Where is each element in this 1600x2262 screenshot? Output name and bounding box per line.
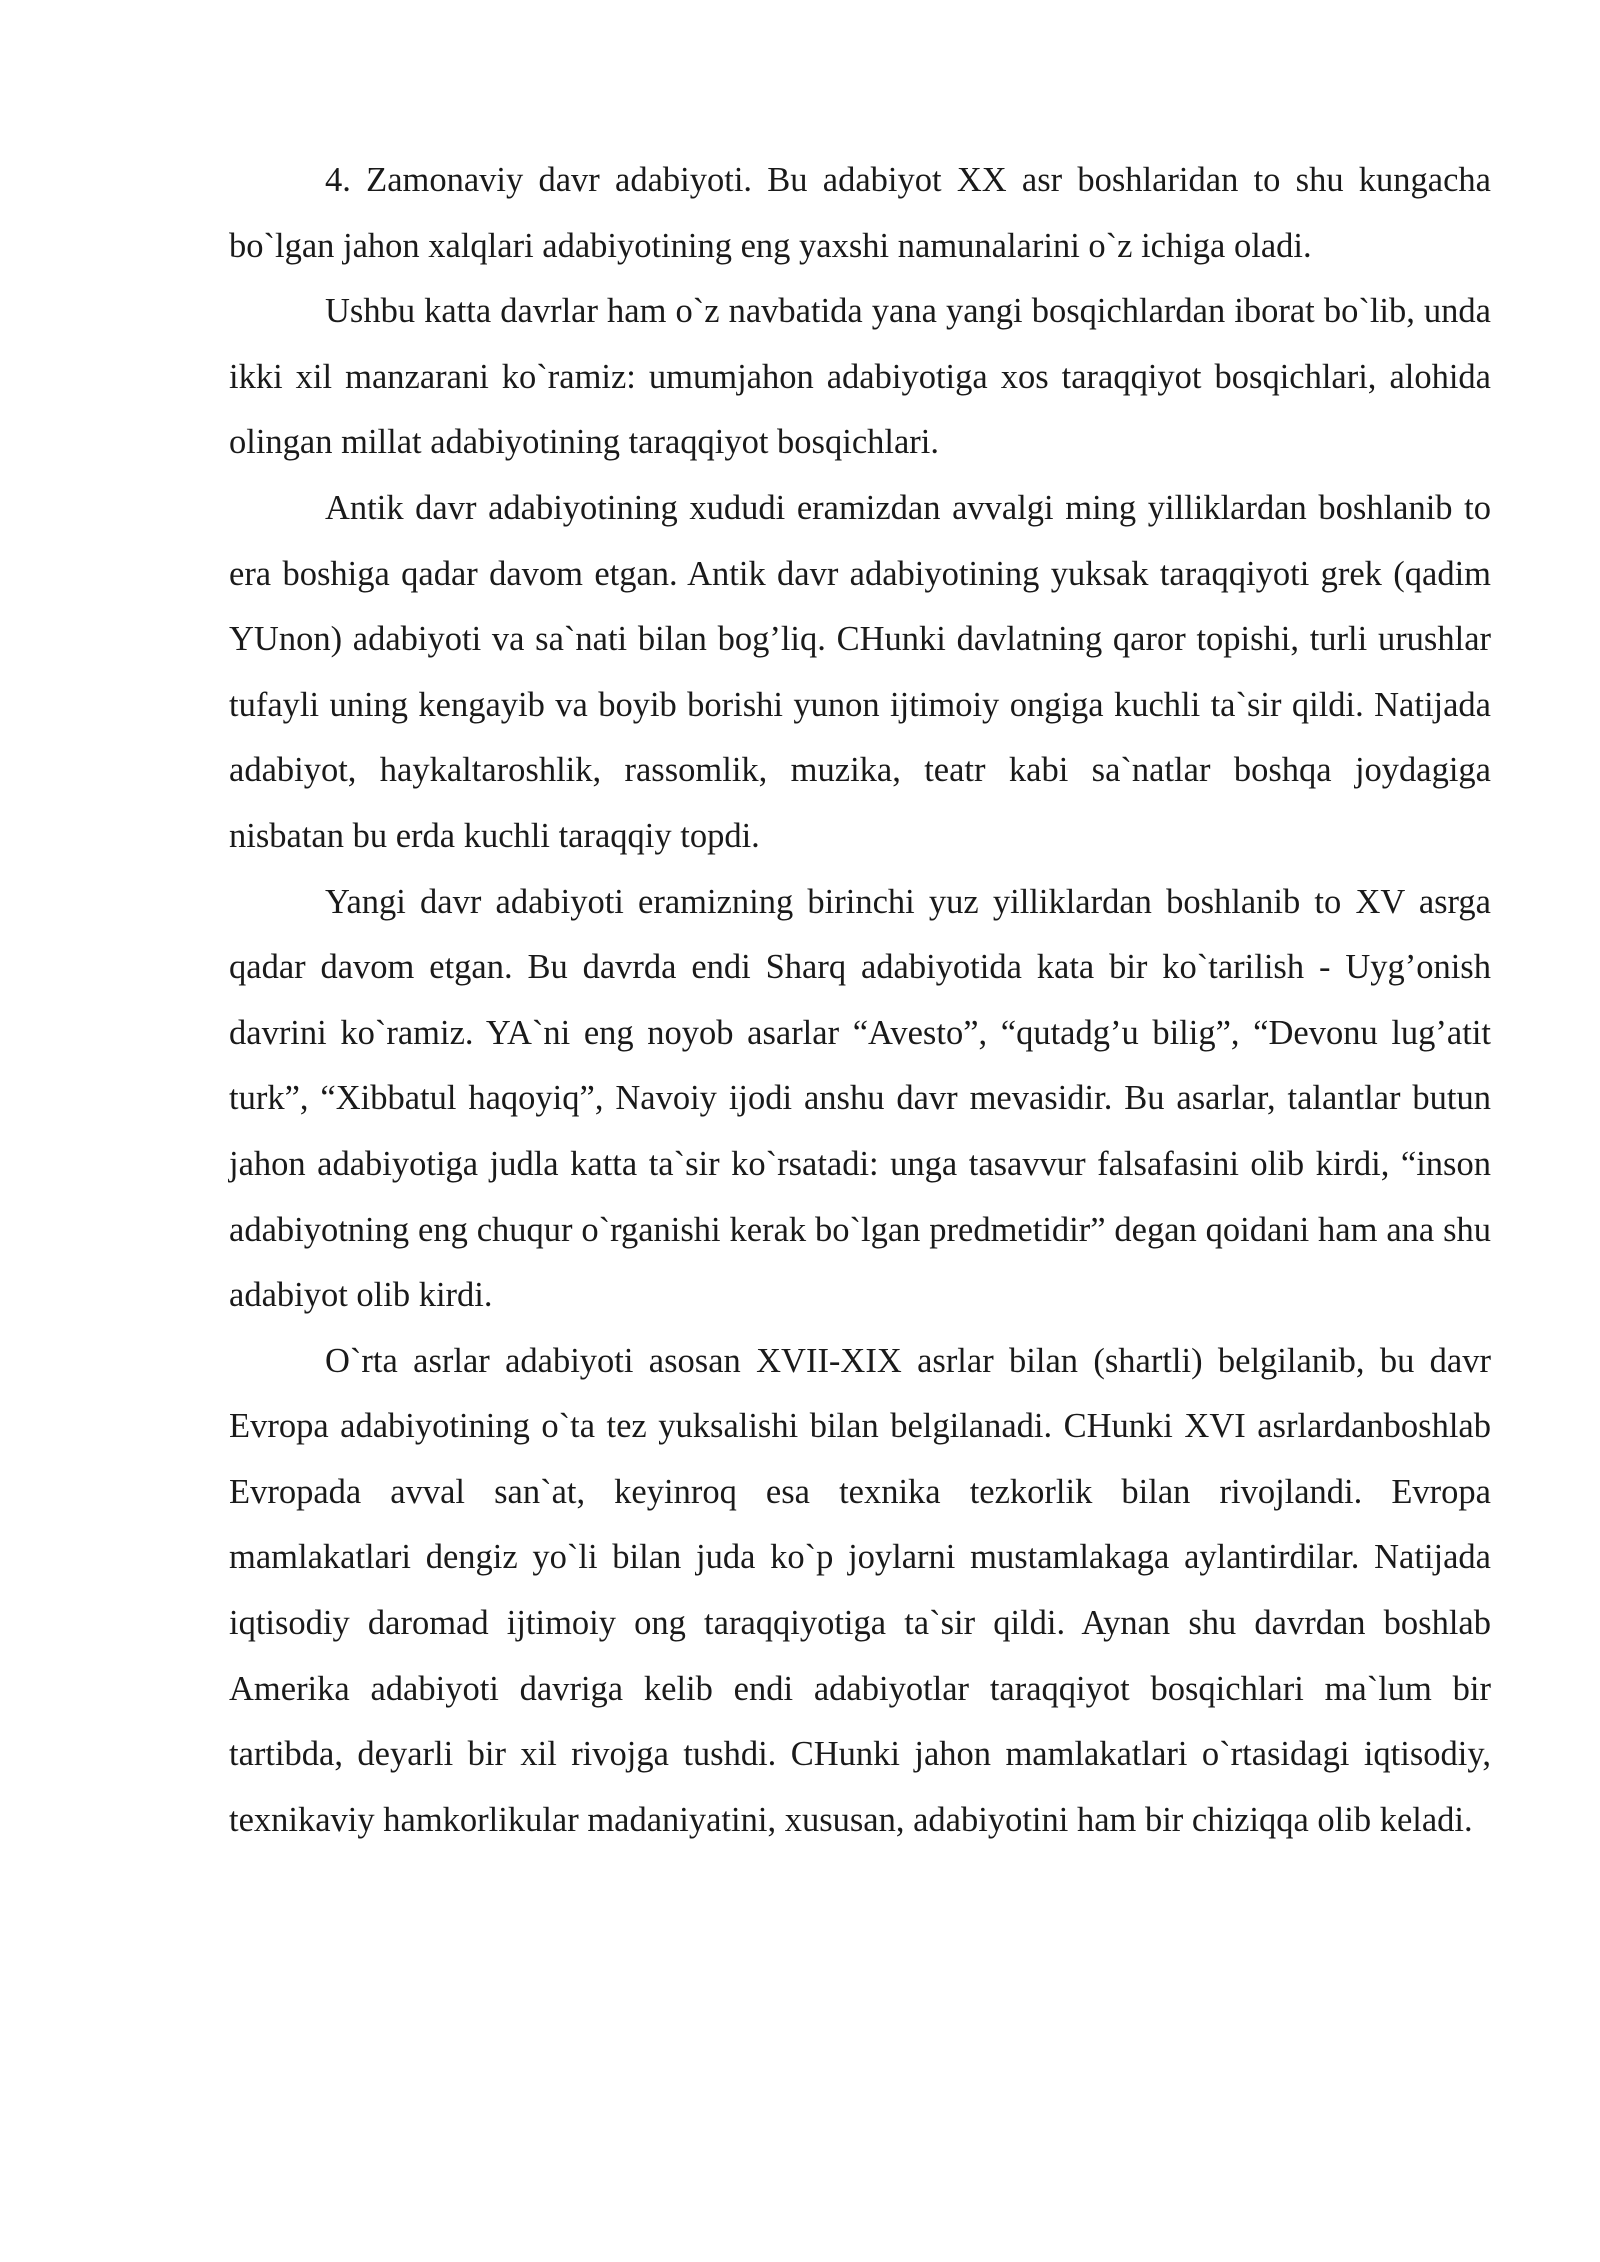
document-body (229, 148, 1491, 1853)
paragraph-middle-ages: O`rta asrlar adabiyoti asosan XVII-XIX asrlar bilan (shartli) belgilanib, bu davr Evropa adabiyotining o`ta tez yuksalishi bilan belgilanadi. CHunki XVI asrlardanboshlab Evropada avval san`at, keyinroq esa texnika tezkorlik bilan rivojlandi. Evropa mamlakatlari dengiz yo`li bilan juda ko`p joylarni mustamlakaga aylantirdilar. Natijada iqtisodiy daromad ijtimoiy ong taraqqiyotiga ta`sir qildi. Aynan shu davrdan boshlab Amerika adabiyoti davriga kelib endi adabiyotlar taraqqiyot bosqichlari ma`lum bir tartibda, deyarli bir xil rivojga tushdi. CHunki jahon mamlakatlari o`rtasidagi iqtisodiy, texnikaviy hamkorlikular madaniyatini, xususan, adabiyotini ham bir chiziqqa olib keladi. (229, 1341, 1491, 1839)
paragraph-new-era: Yangi davr adabiyoti eramizning birinchi yuz yilliklardan boshlanib to XV asrga qadar davom etgan. Bu davrda endi Sharq adabiyotida kata bir ko`tarilish - Uyg’onish davrini ko`ramiz. YA`ni eng noyob asarlar “Avesto”, “qutadg’u bilig”, “Devonu lug’atit turk”, “Xibbatul haqoyiq”, Navoiy ijodi anshu davr mevasidir. Bu asarlar, talantlar butun jahon adabiyotiga judla katta ta`sir ko`rsatadi: unga tasavvur falsafasini olib kirdi, “inson adabiyotning eng chuqur o`rganishi kerak bo`lgan predmetidir” degan qoidani ham ana shu adabiyot olib kirdi. (229, 882, 1491, 1315)
paragraph-modern-era: 4. Zamonaviy davr adabiyoti. Bu adabiyot XX asr boshlaridan to shu kungacha bo`lgan jahon xalqlari adabiyotining eng yaxshi namunalarini o`z ichiga oladi. (229, 161, 1491, 265)
paragraph-antique-era: Antik davr adabiyotining xududi eramizdan avvalgi ming yilliklardan boshlanib to era boshiga qadar davom etgan. Antik davr adabiyotining yuksak taraqqiyoti grek (qadim YUnon) adabiyoti va sa`nati bilan bog’liq. CHunki davlatning qaror topishi, turli urushlar tufayli uning kengayib va boyib borishi yunon ijtimoiy ongiga kuchli ta`sir qildi. Natijada adabiyot, haykaltaroshlik, rassomlik, muzika, teatr kabi sa`natlar boshqa joydagiga nisbatan bu erda kuchli taraqqiy topdi. (229, 488, 1491, 855)
paragraph-periods-overview: Ushbu katta davrlar ham o`z navbatida yana yangi bosqichlardan iborat bo`lib, unda ikki xil manzarani ko`ramiz: umumjahon adabiyotiga xos taraqqiyot bosqichlari, alohida olingan millat adabiyotining taraqqiyot bosqichlari. (229, 292, 1491, 462)
